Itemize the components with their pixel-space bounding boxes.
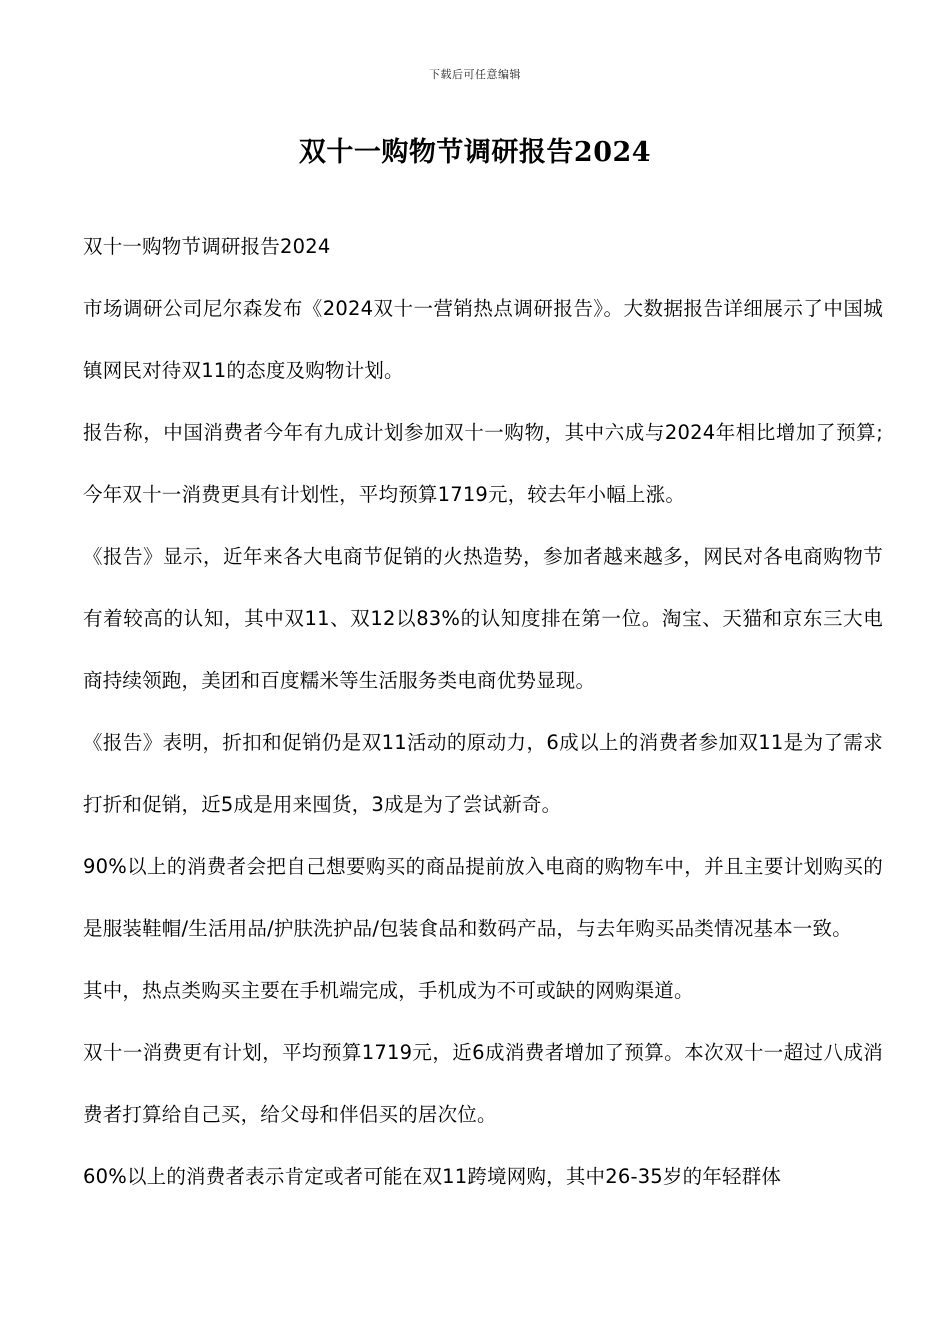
paragraph: 60%以上的消费者表示肯定或者可能在双11跨境网购，其中26-35岁的年轻群体 <box>83 1165 782 1188</box>
paragraph: 报告称，中国消费者今年有九成计划参加双十一购物，其中六成与2024年相比增加了预算;今年双十一消费更具有计划性，平均预算1719元，较去年小幅上涨。 <box>83 421 883 506</box>
paragraph: 其中，热点类购买主要在手机端完成，手机成为不可或缺的网购渠道。 <box>83 979 694 1002</box>
document-title: 双十一购物节调研报告2024 <box>298 137 652 168</box>
paragraph: 《报告》表明，折扣和促销仍是双11活动的原动力，6成以上的消费者参加双11是为了需求打折和促销，近5成是用来囤货，3成是为了尝试新奇。 <box>83 731 883 816</box>
paragraph: 90%以上的消费者会把自己想要购买的商品提前放入电商的购物车中，并且主要计划购买的是服装鞋帽/生活用品/护肤洗护品/包装食品和数码产品，与去年购买品类情况基本一致。 <box>83 855 883 940</box>
paragraph: 市场调研公司尼尔森发布《2024双十一营销热点调研报告》。大数据报告详细展示了中国城镇网民对待双11的态度及购物计划。 <box>83 297 883 382</box>
paragraph: 《报告》显示，近年来各大电商节促销的火热造势，参加者越来越多，网民对各电商购物节有着较高的认知，其中双11、双12以83%的认知度排在第一位。淘宝、天猫和京东三大电商持续领跑，美团和百度糯米等生活服务类电商优势显现。 <box>83 545 883 692</box>
download-note: 下载后可任意编辑 <box>429 68 521 81</box>
paragraph: 双十一消费更有计划，平均预算1719元，近6成消费者增加了预算。本次双十一超过八成消费者打算给自己买，给父母和伴侣买的居次位。 <box>83 1041 883 1126</box>
paragraph-subtitle: 双十一购物节调研报告2024 <box>83 235 331 258</box>
document-body <box>83 216 883 1208</box>
